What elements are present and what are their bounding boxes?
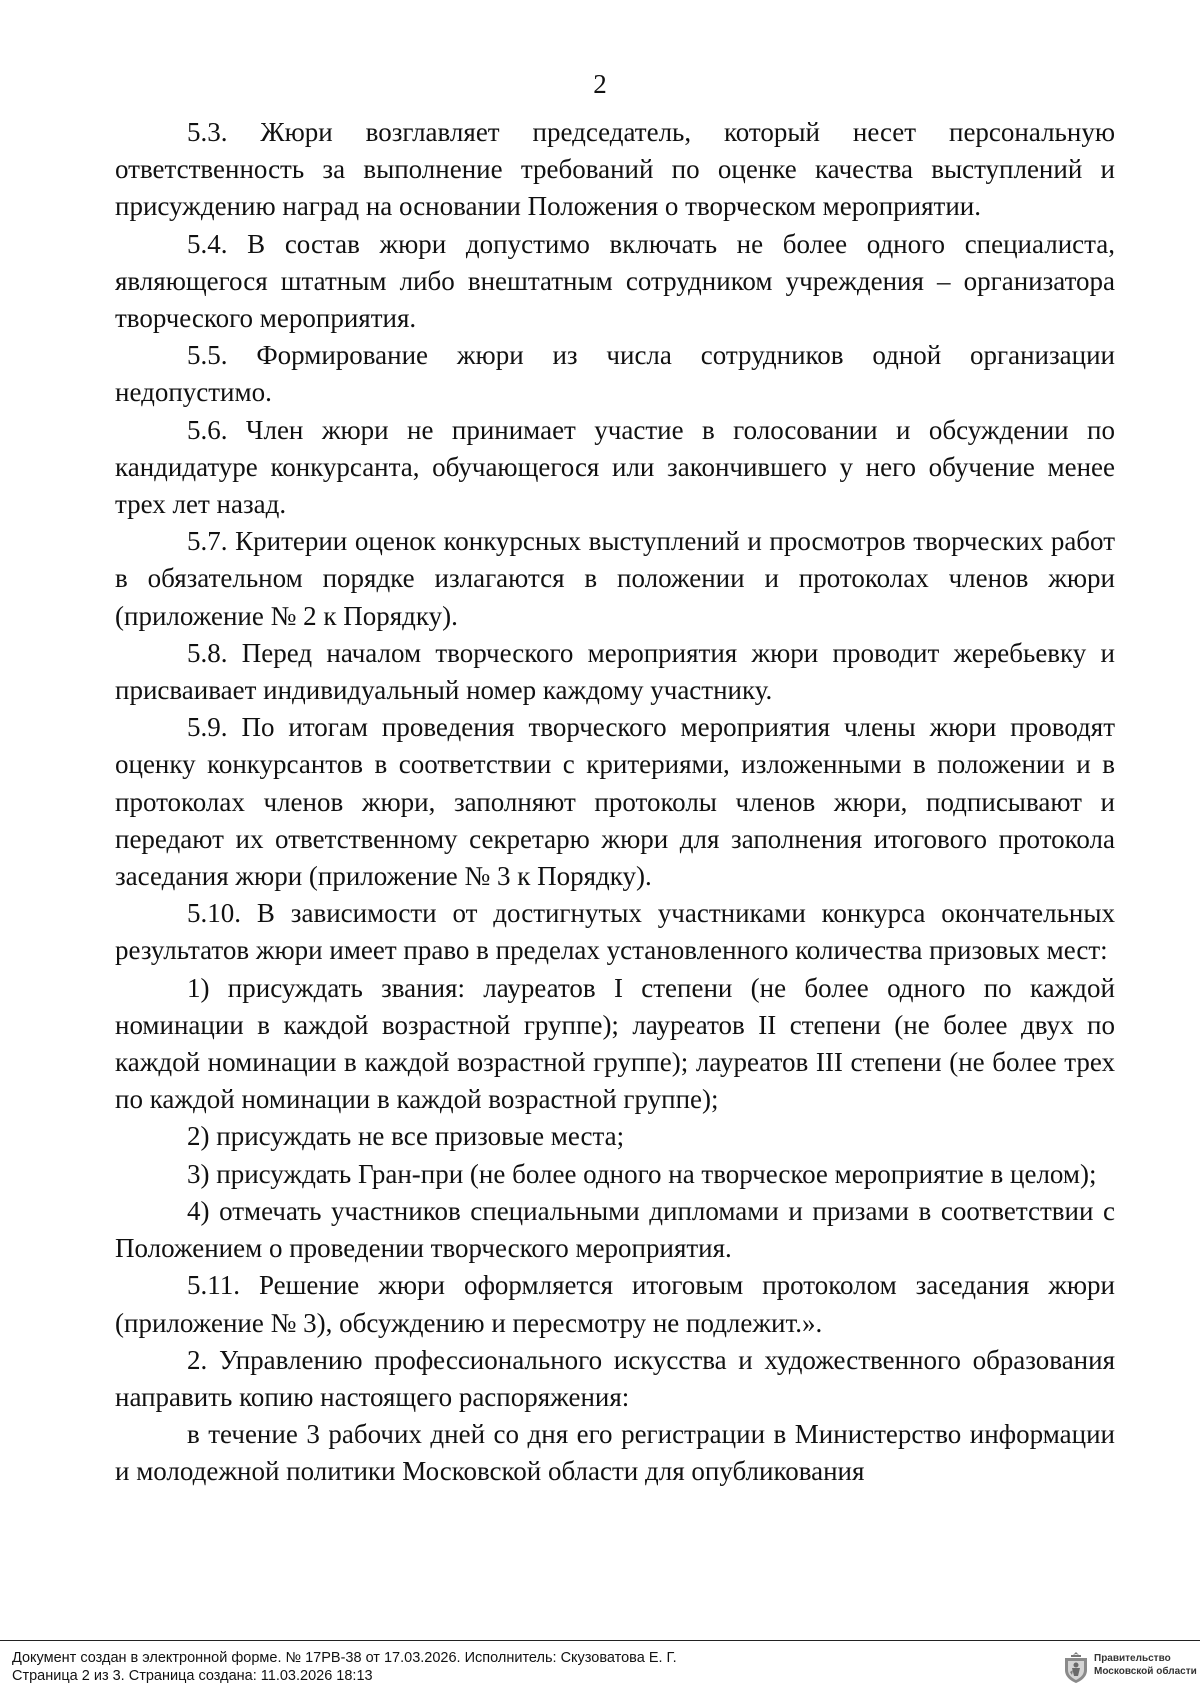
footer-divider (0, 1640, 1200, 1641)
paragraph-5-11: 5.11. Решение жюри оформляется итоговым протоколом заседания жюри (приложение № 3), обсуждению и пересмотру не подлежит.». (115, 1270, 1115, 1338)
document-body (115, 114, 1115, 1491)
list-item-4: 4) отмечать участников специальными дипломами и призами в соответствии с Положением о проведении творческого мероприятия. (115, 1195, 1115, 1264)
paragraph-5-9: 5.9. По итогам проведения творческого мероприятия члены жюри проводят оценку конкурсантов в соответствии с критериями, изложенными в положении и в протоколах членов жюри, заполняют протоколы членов жюри, подписывают и передают их ответственному секретарю жюри для заполнения итогового протокола заседания жюри (приложение № 3 к Порядку). (115, 712, 1115, 892)
list-item-2: 2) присуждать не все призовые места; (187, 1121, 625, 1152)
government-label-line2: Московской области (1094, 1666, 1197, 1677)
paragraph-5-5: 5.5. Формирование жюри из числа сотрудников одной организации недопустимо. (115, 340, 1115, 408)
paragraph-5-3: 5.3. Жюри возглавляет председатель, который несет персональную ответственность за выполнение требований по оценке качества выступлений и присуждению наград на основании Положения о творческом мероприятии. (115, 117, 1115, 222)
paragraph-2: 2. Управлению профессионального искусства и художественного образования направить копию настоящего распоряжения: (115, 1344, 1115, 1412)
paragraph-5-7: 5.7. Критерии оценок конкурсных выступлений и просмотров творческих работ в обязательном порядке излагаются в положении и протоколах членов жюри (приложение № 2 к Порядку). (115, 526, 1115, 631)
paragraph-5-4: 5.4. В состав жюри допустимо включать не более одного специалиста, являющегося штатным либо внештатным сотрудником учреждения – организатора творческого мероприятия. (115, 228, 1115, 334)
moscow-region-coat-of-arms-icon (1063, 1650, 1089, 1684)
footer-document-info: Документ создан в электронной форме. № 17РВ-38 от 17.03.2026. Исполнитель: Скузоватова Е. Г. (12, 1650, 677, 1666)
footer-page-info: Страница 2 из 3. Страница создана: 11.03.2026 18:13 (12, 1668, 373, 1684)
paragraph-5-6: 5.6. Член жюри не принимает участие в голосовании и обсуждении по кандидатуре конкурсанта, обучающегося или закончившего у него обучение менее трех лет назад. (115, 414, 1115, 520)
government-label (1094, 1652, 1197, 1678)
paragraph-5-8: 5.8. Перед началом творческого мероприятия жюри проводит жеребьевку и присваивает индивидуальный номер каждому участнику. (115, 637, 1115, 706)
document-footer (12, 1649, 677, 1685)
paragraph-5-10: 5.10. В зависимости от достигнутых участниками конкурса окончательных результатов жюри имеет право в пределах установленного количества призовых мест: (115, 898, 1115, 966)
list-item-3: 3) присуждать Гран-при (не более одного на творческое мероприятие в целом); (187, 1158, 1097, 1189)
page-number: 2 (593, 69, 607, 99)
list-item-1: 1) присуждать звания: лауреатов I степени (не более одного по каждой номинации в каждой возрастной группе); лауреатов II степени (не более двух по каждой номинации в каждой возрастной группе); лауреатов III степени (не более трех по каждой номинации в каждой возрастной группе); (115, 972, 1115, 1115)
government-label-line1: Правительство (1094, 1653, 1171, 1664)
paragraph-2-item: в течение 3 рабочих дней со дня его регистрации в Министерство информации и молодежной политики Московской области для опубликования (115, 1419, 1115, 1487)
